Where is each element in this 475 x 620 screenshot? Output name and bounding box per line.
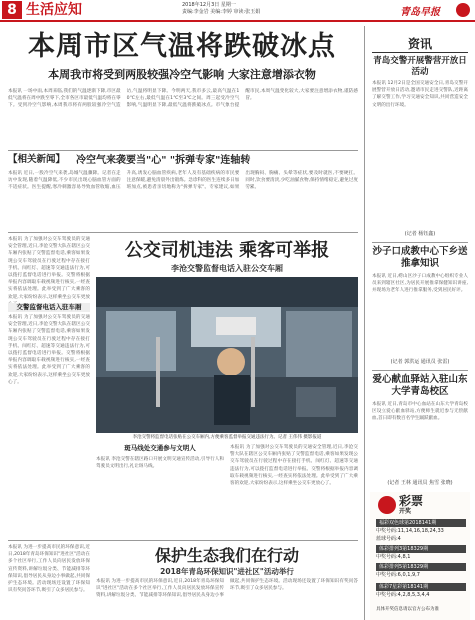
sidebar-news-1-byline: (记者 杨钰鑫) bbox=[404, 231, 436, 237]
page-number: 8 bbox=[2, 1, 22, 19]
lottery-footer: 具体开奖信息请以官方公布为准 bbox=[376, 607, 439, 612]
sidebar-news-2-body: 本报讯 近日,崂山区沙子口成教中心组织专业人员来到辖区社区,为居民开展推拿保健知识讲座,并现场为老年人进行推拿服务,受到居民好评。 bbox=[372, 274, 468, 294]
lead-subheadline: 本周我市将受到两股较强冷空气影响 大家注意增添衣物 bbox=[48, 68, 316, 81]
eco-body-part2: 本报讯 为进一步提高市民的环保意识,近日,2018年青岛环保知识"进社区"活动在多个社区举行,工作人员向居民发放环保宣传资料,讲解垃圾分类、节能减排等环保知识,倡导居民从身边小事做起,共同保护生态环境。活动现场还设置了环保知识有奖问答环节,吸引了众多居民参与。 bbox=[96, 579, 358, 599]
lottery-row-label: 蓝球号码:4 bbox=[376, 536, 401, 542]
related-body: 本报讯 近日,一股冷空气来袭,岛城气温骤降。记者在走访中发现,随着气温降低,不少市民出现心脑血管方面的不适症状。医生提醒,寒冷刺激容易导致血管收缩,血压升高,诱发心脑血管疾病,老年人及有基础疾病的市民要注意保暖,避免清晨外出锻炼。急诊科的医生连续多日加班加点,被患者亲切地称为"拆弹专家"。专家建议,如果出现胸闷、胸痛、头晕等症状,要及时就医,不要硬扛。同时,饮食要清淡,少吃油腻食物,保持情绪稳定,避免过度劳累。 bbox=[8, 171, 358, 191]
eco-subheadline: 2018年青岛环保知识"进社区"活动举行 bbox=[160, 567, 294, 576]
lead-body: 本报讯 一场中雨,本周来临,我们的气温逐渐下降,市区最低气温将在周中跌至零下,全市各区市最低气温均将在零下。受到冷空气影响,本周我市将有两股较强冷空气造访,气温将明显下降。今明两天,我市多云,最高气温在10℃左右,最低气温在1℃至3℃之间。周三起受冷空气影响,气温明显下降,最低气温将跌破冰点。市气象台提醒市民,本周气温变化较大,大家要注意增添衣物,谨防感冒。 bbox=[8, 89, 358, 109]
lottery-row-label: 福彩双色球第2018141期 bbox=[376, 519, 466, 527]
bus-body-part2: 本报讯 为了加强对公交车驾驶员的交通安全管理,近日,李沧交警大队在辖区公交车厢内张贴了交警监督电话,乘客如果发现公交车驾驶员在行驶过程中存在接打手机、闯红灯、超速等交通违法行为,可以拨打监督电话进行举报。交警将根据举报内容调取车载视频进行核实,一经查实将依法处理。此举受到了广大乘客的欢迎,大家纷纷表示,这样乘坐公交车更放心了。 bbox=[8, 315, 90, 385]
bus-body-part3: 本报讯 为了加强对公交车驾驶员的交通安全管理,近日,李沧交警大队在辖区公交车厢内张贴了交警监督电话,乘客如果发现公交车驾驶员在行驶过程中存在接打手机、闯红灯、超速等交通违法行为,可以拨打监督电话进行举报。交警将根据举报内容调取车载视频进行核实,一经查实将依法处理。此举受到了广大乘客的欢迎,大家纷纷表示,这样乘坐公交车更放心了。 bbox=[230, 445, 358, 487]
bus-subsection-tag: 交警监督电话入驻车厢 bbox=[8, 303, 90, 312]
lead-headline: 本周市区气温将跌破冰点 bbox=[28, 31, 336, 62]
divider bbox=[372, 370, 468, 371]
page-header bbox=[0, 0, 475, 22]
lottery-row-value: 中奖号码:4,2,8,5,3,4,4 bbox=[376, 592, 430, 598]
lottery-row-value: 中奖号码:4,8,1 bbox=[376, 554, 411, 560]
bus-headline: 公交司机违法 乘客可举报 bbox=[124, 240, 330, 261]
sidebar-news-1-body: 本报讯 12月2日是全国交通安全日,青岛交警开展警营开放日活动,邀请市民走进交警队,近距离了解交警工作,学习交通安全知识,共同营造安全文明的出行环境。 bbox=[372, 81, 468, 108]
issue-date: 2018年12月3日 星期一 bbox=[182, 2, 236, 8]
sidebar-news-3-headline: 爱心献血驿站入驻山东大学青岛校区 bbox=[372, 374, 468, 397]
lottery-title: 彩票 bbox=[399, 494, 424, 508]
civil-body: 本报讯 李沧交警在辖区路口开展文明交通宣传活动,引导行人和驾驶员文明出行,礼让斑马线。 bbox=[96, 457, 224, 470]
bus-interior-photo bbox=[96, 277, 358, 433]
sidebar-section-title: 资讯 bbox=[407, 37, 432, 51]
divider bbox=[8, 232, 358, 233]
related-tag: 【相关新闻】 bbox=[8, 154, 66, 165]
divider bbox=[8, 150, 358, 151]
newspaper-logo: 青岛早报 bbox=[400, 7, 440, 18]
lottery-row-label: 体彩7星彩第18141期 bbox=[376, 583, 466, 591]
divider bbox=[372, 242, 468, 243]
logo-emblem-icon bbox=[456, 3, 470, 17]
sidebar-news-3-byline: (记者 王林 通讯员 焦雪 张晓) bbox=[387, 480, 453, 486]
civil-headline: 斑马线处交通参与文明人 bbox=[124, 444, 196, 452]
editor-credits: 责编:李金岩 美编:李婷 审读:张玉娟 bbox=[182, 9, 261, 15]
lottery-row-value: 中奖号码:6,0,1,9,7 bbox=[376, 572, 420, 578]
header-meta bbox=[182, 2, 312, 16]
photo-caption: 李沧交警将监督电话张贴在公交车厢内,方便乘客监督举报交通违法行为。记者 王伟伟 摄影报道 bbox=[132, 435, 322, 440]
sidebar-news-1-headline: 青岛交警开展警营开放日活动 bbox=[373, 56, 467, 77]
lottery-row-value: 中奖号码:11,14,16,18,24,33 bbox=[376, 528, 444, 534]
bus-subheadline: 李沧交警监督电话入驻公交车厢 bbox=[171, 264, 283, 273]
lottery-row-label: 体彩排列5第18329期 bbox=[376, 563, 466, 571]
eco-body-part1: 本报讯 为进一步提高市民的环保意识,近日,2018年青岛环保知识"进社区"活动在多个社区举行,工作人员向居民发放环保宣传资料,讲解垃圾分类、节能减排等环保知识,倡导居民从身边小事做起,共同保护生态环境。活动现场还设置了环保知识有奖问答环节,吸引了众多居民参与。 bbox=[8, 545, 90, 594]
lottery-subtitle: 开奖 bbox=[399, 508, 412, 515]
related-headline: 冷空气来袭要当"心" "拆弹专家"连轴转 bbox=[76, 155, 251, 166]
sidebar-news-2-headline: 沙子口成教中心下乡送推拿知识 bbox=[372, 246, 468, 269]
lottery-row-label: 体彩排列3第18329期 bbox=[376, 545, 466, 553]
column-divider bbox=[364, 26, 365, 620]
divider bbox=[8, 540, 358, 541]
lottery-ball-icon bbox=[378, 496, 396, 514]
sidebar-news-3-body: 本报讯 近日,青岛市中心血站在山东大学青岛校区设立爱心献血驿站,方便师生就近参与无偿献血,首日即有数百名学生踊跃献血。 bbox=[372, 402, 468, 422]
section-title: 生活应知 bbox=[26, 2, 82, 18]
divider bbox=[372, 52, 468, 53]
eco-headline: 保护生态我们在行动 bbox=[154, 546, 299, 565]
sidebar-news-2-byline: (记者 郭洪运 通讯员 张雷) bbox=[390, 359, 450, 365]
bus-body-part1: 本报讯 为了加强对公交车驾驶员的交通安全管理,近日,李沧交警大队在辖区公交车厢内张贴了交警监督电话,乘客如果发现公交车驾驶员在行驶过程中存在接打手机、闯红灯、超速等交通违法行为,可以拨打监督电话进行举报。交警将根据举报内容调取车载视频进行核实,一经查实将依法处理。此举受到了广大乘客的欢迎,大家纷纷表示,这样乘坐公交车更放 bbox=[8, 237, 90, 300]
